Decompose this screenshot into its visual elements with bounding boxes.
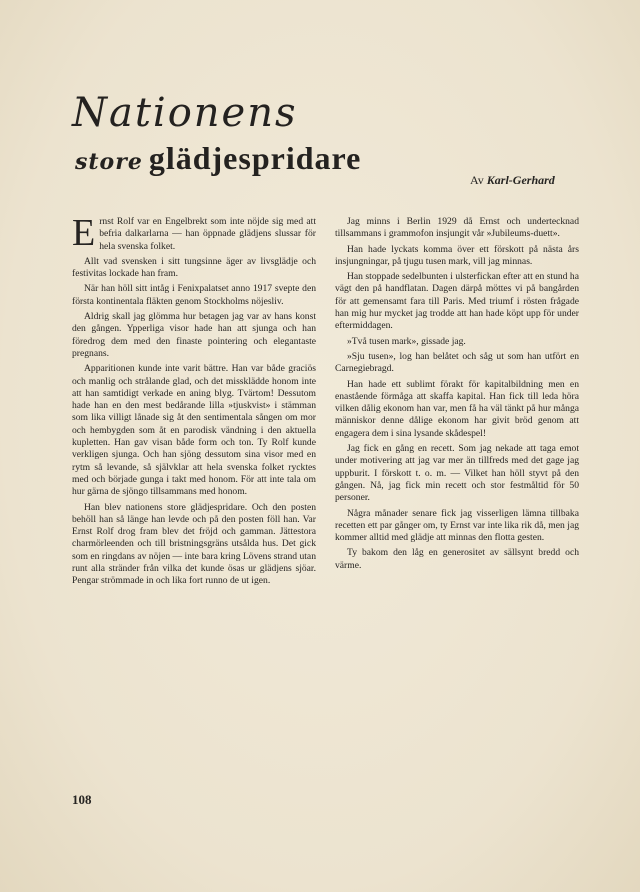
paragraph: Några månader senare fick jag visserligen lämna tillbaka recetten ett par gånger om, ty Ernst var inte lika rik då, men jag kommer alltid med glädje att minnas den flotta gesten. bbox=[335, 507, 579, 544]
paragraph: »Två tusen mark», gissade jag. bbox=[347, 335, 466, 347]
paragraph-text: rnst Rolf var en Engelbrekt som inte nöjde sig med att befria dalkarlarna — han öppnade glädjens slussar för hela svenska folket. bbox=[99, 216, 316, 252]
byline-prefix: Av bbox=[470, 173, 484, 187]
paragraph bbox=[72, 212, 316, 254]
paragraph: Han hade lyckats komma över ett förskott på nästa års insjungningar, på tjugu tusen mark, vill jag minnas. bbox=[335, 243, 579, 267]
drop-cap: E bbox=[72, 212, 96, 254]
paragraph: Jag fick en gång en recett. Som jag nekade att taga emot under motivering att jag var mer än tillfreds med det gage jag uppburit. I förskott t. o. m. — Vilket han höll styvt på den gången. Nå, jag fick min recett och stor festmåltid för 50 personer. bbox=[335, 443, 579, 504]
title-gladjespridare: glädjespridare bbox=[148, 140, 362, 176]
paragraph: Han blev nationens store glädjespridare. Och den posten behöll han så länge han levde och på den posten föll han. Var Ernst Rolf drog fram blev det fröjd och gamman. Jättestora charmörleenden och till bristningsgräns utsålda hus. Det gick som en ringdans av nöjen — inte bara kring Lövens strand utan runt alla stränder från vilka det kunde ösas ur glädjens sjöar. Pengar strömmade in och lika fort runno de ut igen. bbox=[72, 501, 316, 587]
paragraph: Jag minns i Berlin 1929 då Ernst och undertecknad tillsammans i grammofon insjungit vår »Jubileums-duett». bbox=[335, 216, 579, 240]
title-line-1: Nationens bbox=[72, 90, 298, 136]
paragraph: Ty bakom den låg en generositet av sällsynt bredd och värme. bbox=[335, 547, 579, 571]
title-store: store bbox=[75, 149, 143, 175]
paragraph: När han höll sitt intåg i Fenixpalatset anno 1917 svepte den första kontinentala fläkten genom Stockholms nöjesliv. bbox=[72, 283, 316, 307]
paragraph: Han stoppade sedelbunten i ulsterfickan efter att en stund ha vägt den på handflatan. Dagen därpå möttes vi på bangården för att gemensamt fara till Paris. Med triumf i rösten frågade han mig hur mycket jag trodde att han hade köpt upp för under eftermiddagen. bbox=[335, 271, 579, 332]
byline bbox=[470, 173, 555, 188]
paragraph: Han hade ett sublimt förakt för kapitalbildning men en enastående förmåga att skaffa kapital. Han fick till leda höra vilken dålig ekonom han var, men få ha väl tänkt på hur många människor denne dålige ekonom har givit bröd genom att engagera dem i sina lysande skådespel! bbox=[335, 378, 579, 439]
page-number: 108 bbox=[72, 792, 92, 807]
title-line-2 bbox=[75, 140, 361, 177]
paragraph: Aldrig skall jag glömma hur betagen jag var av hans konst den gången. Ypperliga visor hade han att sjunga och han föredrog dem med den finaste pointering och elegantaste pregnans. bbox=[72, 311, 316, 359]
paragraph: Allt vad svensken i sitt tungsinne äger av livsglädje och festivitas lockade han fram. bbox=[72, 255, 316, 280]
paragraph: »Sju tusen», log han belåtet och såg ut som han utfört en Carnegiebragd. bbox=[335, 350, 579, 375]
byline-author: Karl-Gerhard bbox=[486, 173, 555, 187]
right-column bbox=[335, 216, 579, 575]
left-column bbox=[72, 212, 316, 591]
paragraph: Apparitionen kunde inte varit bättre. Han var både graciös och manlig och strålande glad, och det missklädde honom inte att han samtidigt verkade en aning blyg. Tvärtom! Dessutom hade han en den mest bedårande lilla »tjuskvist» i stämman som lika villigt lånade sig åt den sentimentala sången om mor och hembygden som åt en parodisk vändning i den aktuella kupletten. Han gav visan både form och ton. Ty Rolf kunde verkligen sjunga. Och han sjöng dessutom sina visor med en rytm så levande, så självklar att hela svenska folket rycktes med och började gunga i takt med honom. För att inte tala om hur gärna de sjöngo tillsammans med honom. bbox=[72, 363, 316, 498]
